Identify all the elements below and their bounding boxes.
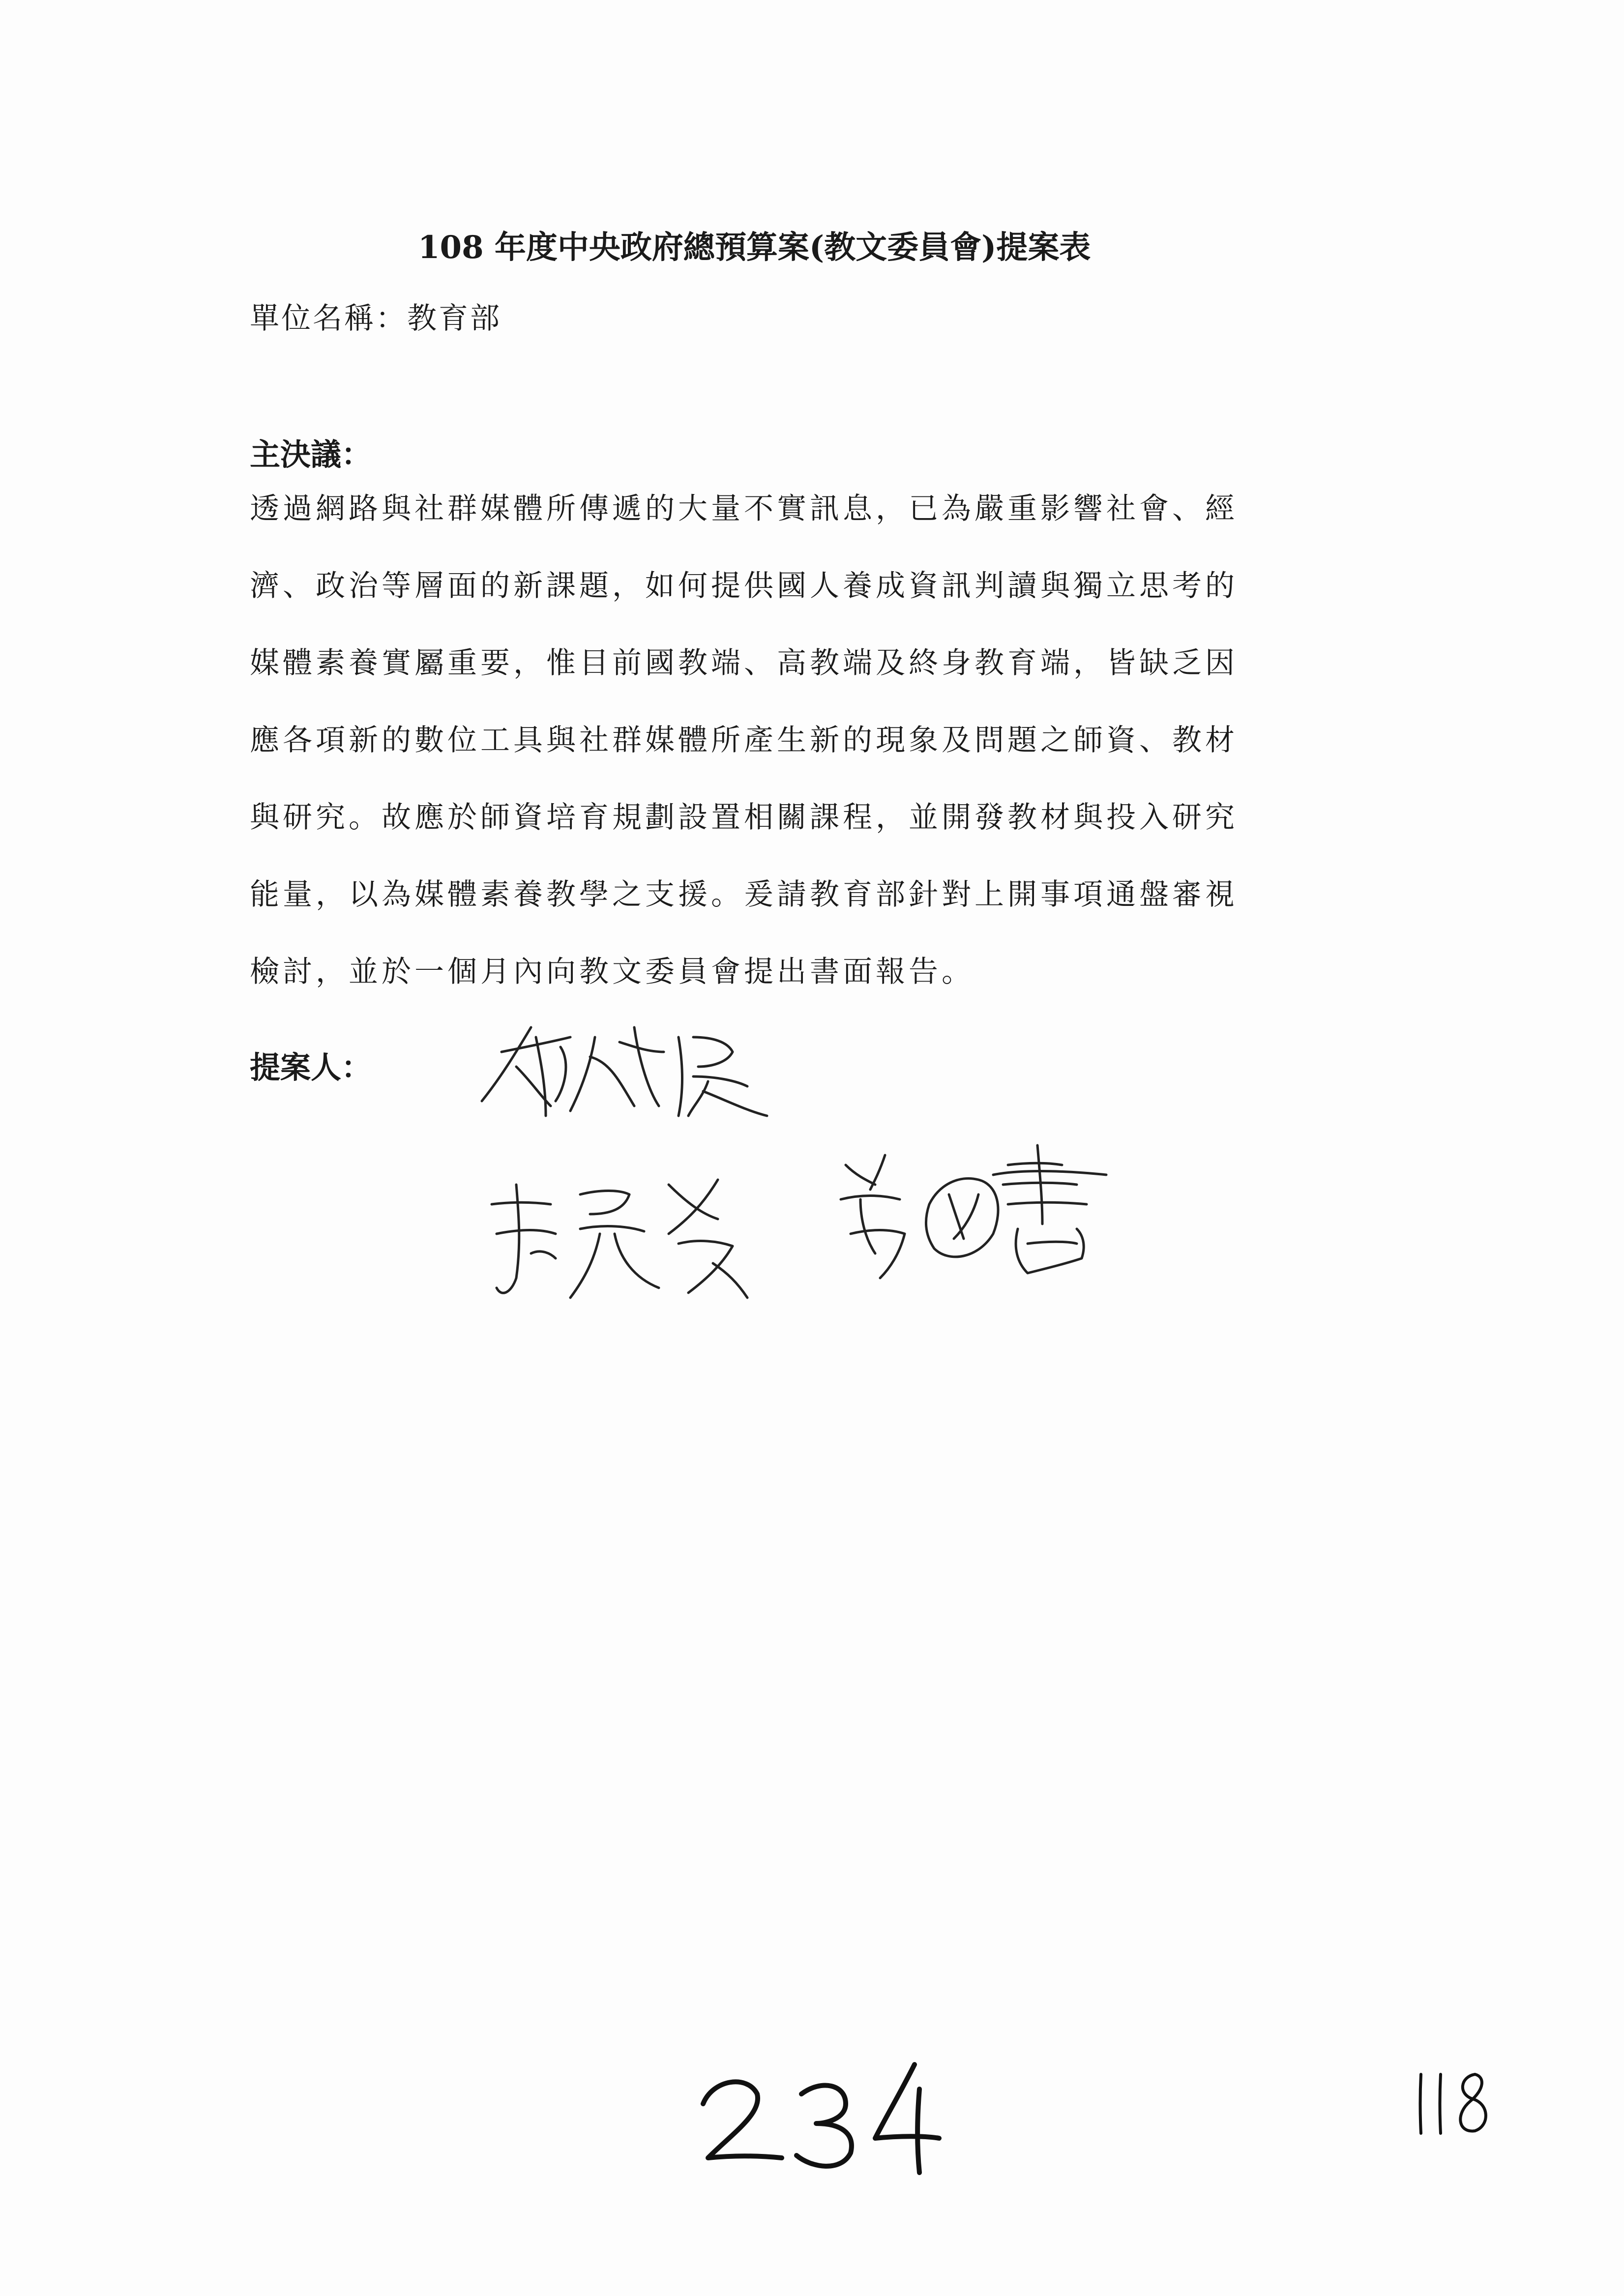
unit-name-row xyxy=(250,295,502,337)
body-line: 與研究。故應於師資培育規劃設置相關課程，並開發教材與投入研究 xyxy=(250,800,1238,835)
proposer-label: 提案人： xyxy=(250,1049,372,1085)
handwritten-side-number xyxy=(1406,2064,1505,2138)
document-title: 108 年度中央政府總預算案(教文委員會)提案表 xyxy=(418,229,1091,266)
body-line: 應各項新的數位工具與社群媒體所產生新的現象及問題之師資、教材 xyxy=(250,723,1238,757)
unit-value: 教育部 xyxy=(407,301,502,336)
signature-2 xyxy=(482,1155,806,1317)
body-line: 能量，以為媒體素養教學之支援。爰請教育部針對上開事項通盤審視 xyxy=(250,877,1238,912)
signature-1 xyxy=(472,1008,806,1135)
handwritten-page-number xyxy=(688,2050,944,2178)
body-line: 媒體素養實屬重要，惟目前國教端、高教端及終身教育端，皆缺乏因 xyxy=(250,646,1238,680)
signature-3 xyxy=(831,1135,1146,1293)
body-line: 透過網路與社群媒體所傳遞的大量不實訊息，已為嚴重影響社會、經 xyxy=(250,492,1238,526)
resolution-body xyxy=(250,494,1381,1034)
resolution-heading: 主決議： xyxy=(250,436,372,472)
unit-label: 單位名稱： xyxy=(250,301,407,336)
body-line: 檢討，並於一個月內向教文委員會提出書面報告。 xyxy=(250,955,974,989)
body-line: 濟、政治等層面的新課題，如何提供國人養成資訊判讀與獨立思考的 xyxy=(250,569,1238,603)
